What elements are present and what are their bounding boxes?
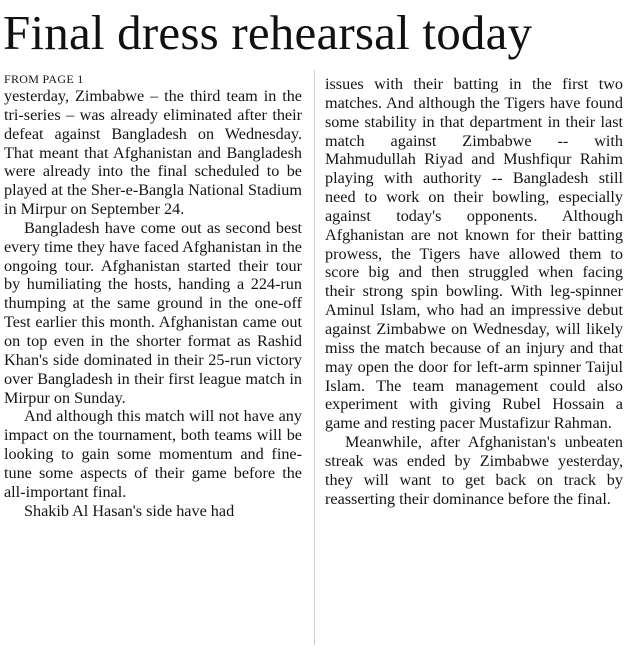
headline: Final dress rehearsal today <box>3 5 533 60</box>
article-paragraph: Shakib Al Hasan's side have had <box>24 501 235 520</box>
article-column-left <box>4 73 302 520</box>
column-divider <box>314 70 315 645</box>
article-column-right <box>325 75 623 508</box>
article-paragraph: Meanwhile, after Afghanistan's unbeaten streak was ended by Zimbabwe yesterday, they will want to get back on track by reasserting their dominance before the final. <box>325 433 623 508</box>
article-paragraph: issues with their batting in the first two matches. And although the Tigers have found some stability in that department in their last match against Zimbabwe -- with Mahmudullah Riyad and Mushfiqur Rahim playing with authority -- Bangladesh still need to work on their bowling, especially against today's opponents. Although Afghanistan are not known for their batting prowess, the Tigers have allowed them to score big and then struggled when facing their strong spin bowling. With leg-spinner Aminul Islam, who had an impressive debut against Zimbabwe on Wednesday, will likely miss the match because of an injury and that may open the door for left-arm spinner Taijul Islam. The team management could also experiment with giving Rubel Hossain a game and resting pacer Mustafizur Rahman. <box>325 75 623 433</box>
article-paragraph: Bangladesh have come out as second best every time they have faced Afghanistan in the ongoing tour. Afghanistan started their tour by humiliating the hosts, handing a 224-run thumping at the same ground in the one-off Test earlier this month. Afghanistan came out on top even in the shorter format as Rashid Khan's side dominated in their 25-run victory over Bangladesh in their first league match in Mirpur on Sunday. <box>4 218 302 407</box>
article-paragraph: yesterday, Zimbabwe – the third team in the tri-series – was already eliminated after their defeat against Bangladesh on Wednesday. That meant that Afghanistan and Bangladesh were already into the final scheduled to be played at the Sher-e-Bangla National Stadium in Mirpur on September 24. <box>4 87 302 219</box>
article-paragraph: And although this match will not have any impact on the tournament, both teams will be looking to gain some momentum and fine-tune some aspects of their game before the all-important final. <box>4 407 302 501</box>
continuation-kicker: FROM PAGE 1 <box>4 72 84 86</box>
